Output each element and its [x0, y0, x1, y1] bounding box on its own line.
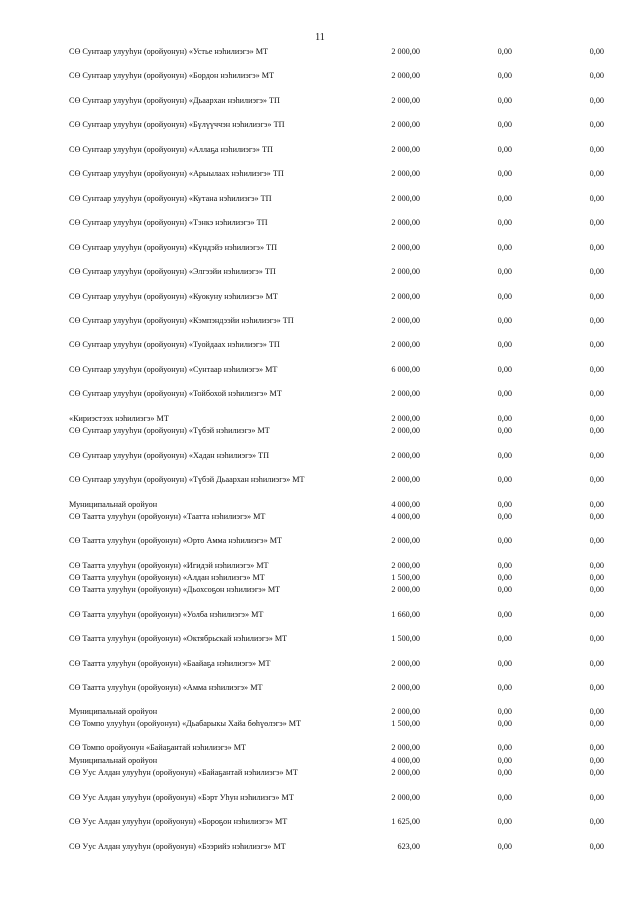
value-cell: 0,00 — [497, 218, 512, 227]
row-name: СӨ Томпо оройуонун «Байаҕантай нэһилиэгэ» МТ — [69, 743, 247, 752]
row-name: Муниципальнай оройуон — [69, 707, 158, 716]
row-name: СӨ Таатта улууһун (оройуонун) «Уолба нэһилиэгэ» МТ — [69, 610, 264, 619]
table-row — [0, 512, 640, 524]
value-cell: 0,00 — [497, 817, 512, 826]
value-cell: 0,00 — [497, 793, 512, 802]
value-cell: 0,00 — [589, 585, 604, 594]
table-row — [0, 389, 640, 401]
value-cell: 0,00 — [589, 756, 604, 765]
value-cell: 0,00 — [589, 610, 604, 619]
value-cell: 0,00 — [497, 316, 512, 325]
value-cell: 0,00 — [497, 659, 512, 668]
amount-cell: 2 000,00 — [391, 267, 420, 276]
row-name: СӨ Сунтаар улууһун (оройуонун) «Түбэй Дьаархан нэһилиэгэ» МТ — [69, 475, 305, 484]
amount-cell: 2 000,00 — [391, 561, 420, 570]
value-cell: 0,00 — [589, 536, 604, 545]
amount-cell: 2 000,00 — [391, 707, 420, 716]
row-name: СӨ Томпо улууһун (оройуонун) «Дьабарыкы Хайа бөһүөлэгэ» МТ — [69, 719, 302, 728]
row-name: СӨ Таатта улууһун (оройуонун) «Таатта нэһилиэгэ» МТ — [69, 512, 266, 521]
row-name: СӨ Сунтаар улууһун (оройуонун) «Туойдаах нэһилиэгэ» ТП — [69, 340, 280, 349]
row-name: СӨ Сунтаар улууһун (оройуонун) «Хадан нэһилиэгэ» ТП — [69, 451, 270, 460]
value-cell: 0,00 — [589, 316, 604, 325]
amount-cell: 4 000,00 — [391, 512, 420, 521]
amount-cell: 2 000,00 — [391, 536, 420, 545]
value-cell: 0,00 — [497, 561, 512, 570]
amount-cell: 2 000,00 — [391, 414, 420, 423]
table-row — [0, 585, 640, 597]
value-cell: 0,00 — [497, 243, 512, 252]
value-cell: 0,00 — [589, 267, 604, 276]
amount-cell: 1 625,00 — [391, 817, 420, 826]
value-cell: 0,00 — [589, 145, 604, 154]
row-name: СӨ Сунтаар улууһун (оройуонун) «Дьаархан нэһилиэгэ» ТП — [69, 96, 280, 105]
row-name: СӨ Сунтаар улууһун (оройуонун) «Бүлүүччэн нэһилиэгэ» ТП — [69, 120, 285, 129]
value-cell: 0,00 — [589, 243, 604, 252]
value-cell: 0,00 — [497, 426, 512, 435]
table-row — [0, 659, 640, 671]
value-cell: 0,00 — [497, 743, 512, 752]
value-cell: 0,00 — [497, 719, 512, 728]
amount-cell: 2 000,00 — [391, 120, 420, 129]
value-cell: 0,00 — [497, 169, 512, 178]
amount-cell: 2 000,00 — [391, 793, 420, 802]
table-row — [0, 96, 640, 108]
table-row — [0, 573, 640, 585]
amount-cell: 2 000,00 — [391, 743, 420, 752]
value-cell: 0,00 — [589, 389, 604, 398]
value-cell: 0,00 — [589, 414, 604, 423]
amount-cell: 623,00 — [397, 842, 420, 851]
row-name: СӨ Уус Алдан улууһун (оройуонун) «Бэрт Уһун нэһилиэгэ» МТ — [69, 793, 294, 802]
value-cell: 0,00 — [589, 194, 604, 203]
amount-cell: 2 000,00 — [391, 475, 420, 484]
value-cell: 0,00 — [589, 475, 604, 484]
table-row — [0, 561, 640, 573]
table-row — [0, 120, 640, 132]
value-cell: 0,00 — [497, 365, 512, 374]
amount-cell: 2 000,00 — [391, 292, 420, 301]
row-name: СӨ Таатта улууһун (оройуонун) «Алдан нэһилиэгэ» МТ — [69, 573, 265, 582]
table-row — [0, 768, 640, 780]
value-cell: 0,00 — [497, 194, 512, 203]
table-row — [0, 475, 640, 487]
row-name: СӨ Сунтаар улууһун (оройуонун) «Тэнкэ нэһилиэгэ» ТП — [69, 218, 268, 227]
row-name: Муниципальнай оройуон — [69, 756, 158, 765]
row-name: СӨ Сунтаар улууһун (оройуонун) «Сунтаар нэһилиэгэ» МТ — [69, 365, 278, 374]
table-row — [0, 340, 640, 352]
amount-cell: 1 500,00 — [391, 719, 420, 728]
row-name: СӨ Таатта улууһун (оройуонун) «Орто Амма нэһилиэгэ» МТ — [69, 536, 282, 545]
amount-cell: 6 000,00 — [391, 365, 420, 374]
value-cell: 0,00 — [497, 120, 512, 129]
value-cell: 0,00 — [497, 585, 512, 594]
value-cell: 0,00 — [589, 561, 604, 570]
value-cell: 0,00 — [497, 292, 512, 301]
row-name: СӨ Таатта улууһун (оройуонун) «Игидэй нэһилиэгэ» МТ — [69, 561, 269, 570]
amount-cell: 2 000,00 — [391, 340, 420, 349]
value-cell: 0,00 — [497, 71, 512, 80]
amount-cell: 4 000,00 — [391, 500, 420, 509]
row-name: СӨ Сунтаар улууһун (оройуонун) «Бордон нэһилиэгэ» МТ — [69, 71, 275, 80]
row-name: СӨ Сунтаар улууһун (оройуонун) «Күндэйэ нэһилиэгэ» ТП — [69, 243, 278, 252]
value-cell: 0,00 — [497, 414, 512, 423]
table-row — [0, 793, 640, 805]
value-cell: 0,00 — [497, 536, 512, 545]
value-cell: 0,00 — [589, 842, 604, 851]
table-row — [0, 743, 640, 755]
amount-cell: 2 000,00 — [391, 768, 420, 777]
value-cell: 0,00 — [497, 512, 512, 521]
value-cell: 0,00 — [497, 96, 512, 105]
amount-cell: 2 000,00 — [391, 169, 420, 178]
value-cell: 0,00 — [589, 426, 604, 435]
value-cell: 0,00 — [497, 768, 512, 777]
value-cell: 0,00 — [589, 659, 604, 668]
value-cell: 0,00 — [589, 451, 604, 460]
value-cell: 0,00 — [497, 47, 512, 56]
row-name: СӨ Сунтаар улууһун (оройуонун) «Кэмпэндээйи нэһилиэгэ» ТП — [69, 316, 294, 325]
value-cell: 0,00 — [589, 218, 604, 227]
row-name: СӨ Сунтаар улууһун (оройуонун) «Элгээйи нэһилиэгэ» ТП — [69, 267, 276, 276]
row-name: СӨ Сунтаар улууһун (оройуонун) «Аллаҕа нэһилиэгэ» ТП — [69, 145, 273, 154]
row-name: СӨ Таатта улууһун (оройуонун) «Дьохсоҕон нэһилиэгэ» МТ — [69, 585, 281, 594]
amount-cell: 4 000,00 — [391, 756, 420, 765]
value-cell: 0,00 — [589, 292, 604, 301]
value-cell: 0,00 — [589, 707, 604, 716]
table-row — [0, 756, 640, 768]
page-number: 11 — [315, 32, 325, 43]
row-name: СӨ Таатта улууһун (оройуонун) «Октябрьскай нэһилиэгэ» МТ — [69, 634, 288, 643]
value-cell: 0,00 — [497, 389, 512, 398]
table-row — [0, 707, 640, 719]
value-cell: 0,00 — [497, 340, 512, 349]
value-cell: 0,00 — [497, 634, 512, 643]
table-row — [0, 365, 640, 377]
value-cell: 0,00 — [589, 71, 604, 80]
value-cell: 0,00 — [589, 120, 604, 129]
amount-cell: 2 000,00 — [391, 96, 420, 105]
value-cell: 0,00 — [589, 719, 604, 728]
table-row — [0, 292, 640, 304]
row-name: СӨ Сунтаар улууһун (оройуонун) «Түбэй нэһилиэгэ» МТ — [69, 426, 270, 435]
table-row — [0, 145, 640, 157]
value-cell: 0,00 — [497, 573, 512, 582]
value-cell: 0,00 — [497, 842, 512, 851]
row-name: СӨ Сунтаар улууһун (оройуонун) «Тойбохой нэһилиэгэ» МТ — [69, 389, 282, 398]
value-cell: 0,00 — [589, 743, 604, 752]
table-row — [0, 194, 640, 206]
amount-cell: 2 000,00 — [391, 316, 420, 325]
table-row — [0, 610, 640, 622]
row-name: СӨ Уус Алдан улууһун (оройуонун) «Бээрийэ нэһилиэгэ» МТ — [69, 842, 286, 851]
table-row — [0, 71, 640, 83]
table-row — [0, 243, 640, 255]
row-name: СӨ Сунтаар улууһун (оройуонун) «Арыылаах нэһилиэгэ» ТП — [69, 169, 284, 178]
amount-cell: 2 000,00 — [391, 47, 420, 56]
value-cell: 0,00 — [589, 512, 604, 521]
value-cell: 0,00 — [589, 634, 604, 643]
table-row — [0, 683, 640, 695]
table-row — [0, 267, 640, 279]
value-cell: 0,00 — [589, 96, 604, 105]
amount-cell: 2 000,00 — [391, 194, 420, 203]
row-name: СӨ Сунтаар улууһун (оройуонун) «Устье нэһилиэгэ» МТ — [69, 47, 269, 56]
table-row — [0, 218, 640, 230]
row-name: СӨ Таатта улууһун (оройуонун) «Баайаҕа нэһилиэгэ» МТ — [69, 659, 271, 668]
value-cell: 0,00 — [589, 817, 604, 826]
value-cell: 0,00 — [589, 573, 604, 582]
row-name: «Кириэстээх нэһилиэгэ» МТ — [69, 414, 169, 423]
table-row — [0, 634, 640, 646]
value-cell: 0,00 — [497, 707, 512, 716]
table-row — [0, 426, 640, 438]
amount-cell: 2 000,00 — [391, 389, 420, 398]
value-cell: 0,00 — [589, 683, 604, 692]
value-cell: 0,00 — [497, 683, 512, 692]
amount-cell: 2 000,00 — [391, 426, 420, 435]
value-cell: 0,00 — [497, 500, 512, 509]
table-row — [0, 169, 640, 181]
row-name: СӨ Уус Алдан улууһун (оройуонун) «Байаҕантай нэһилиэгэ» МТ — [69, 768, 298, 777]
table-row — [0, 817, 640, 829]
value-cell: 0,00 — [497, 451, 512, 460]
value-cell: 0,00 — [497, 610, 512, 619]
table-row — [0, 414, 640, 426]
table-row — [0, 316, 640, 328]
table-row — [0, 842, 640, 854]
table-row — [0, 47, 640, 59]
row-name: СӨ Таатта улууһун (оройуонун) «Амма нэһилиэгэ» МТ — [69, 683, 263, 692]
amount-cell: 1 660,00 — [391, 610, 420, 619]
table-row — [0, 719, 640, 731]
amount-cell: 2 000,00 — [391, 243, 420, 252]
row-name: СӨ Уус Алдан улууһун (оройуонун) «Бороҕон нэһилиэгэ» МТ — [69, 817, 288, 826]
amount-cell: 1 500,00 — [391, 634, 420, 643]
amount-cell: 1 500,00 — [391, 573, 420, 582]
value-cell: 0,00 — [589, 768, 604, 777]
value-cell: 0,00 — [589, 365, 604, 374]
value-cell: 0,00 — [497, 267, 512, 276]
table-row — [0, 451, 640, 463]
row-name: СӨ Сунтаар улууһун (оройуонун) «Кутана нэһилиэгэ» ТП — [69, 194, 272, 203]
amount-cell: 2 000,00 — [391, 451, 420, 460]
value-cell: 0,00 — [589, 47, 604, 56]
amount-cell: 2 000,00 — [391, 659, 420, 668]
amount-cell: 2 000,00 — [391, 145, 420, 154]
value-cell: 0,00 — [589, 169, 604, 178]
value-cell: 0,00 — [589, 793, 604, 802]
amount-cell: 2 000,00 — [391, 585, 420, 594]
table-row — [0, 500, 640, 512]
table-row — [0, 536, 640, 548]
row-name: Муниципальнай оройуон — [69, 500, 158, 509]
value-cell: 0,00 — [497, 475, 512, 484]
amount-cell: 2 000,00 — [391, 218, 420, 227]
value-cell: 0,00 — [497, 145, 512, 154]
value-cell: 0,00 — [497, 756, 512, 765]
value-cell: 0,00 — [589, 500, 604, 509]
row-name: СӨ Сунтаар улууһун (оройуонун) «Куокуну нэһилиэгэ» МТ — [69, 292, 278, 301]
amount-cell: 2 000,00 — [391, 683, 420, 692]
amount-cell: 2 000,00 — [391, 71, 420, 80]
value-cell: 0,00 — [589, 340, 604, 349]
